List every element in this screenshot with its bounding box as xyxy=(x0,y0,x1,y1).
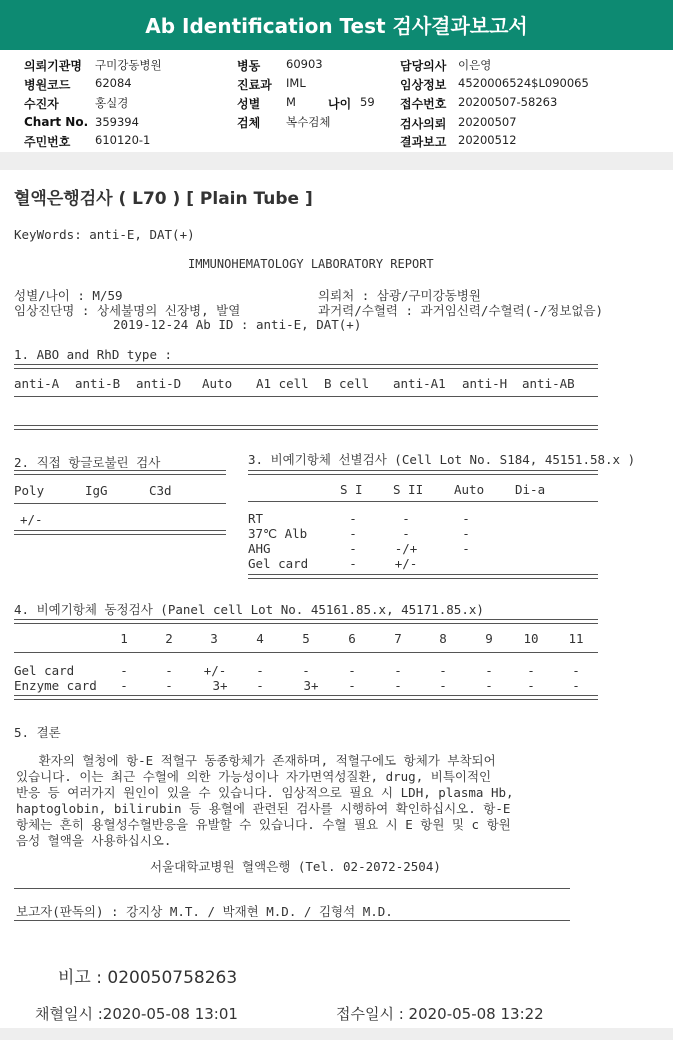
requester: 의뢰처 : 삼광/구미강동병원 xyxy=(318,288,481,303)
panel-cell: - xyxy=(165,663,173,678)
panel-cell: - xyxy=(394,678,402,693)
panel-column: 5 xyxy=(302,631,310,646)
panel-column: 4 xyxy=(256,631,264,646)
screen-column: S I xyxy=(340,482,363,497)
screen-cell: - xyxy=(402,511,410,526)
screen-title: 3. 비예기항체 선별검사 (Cell Lot No. S184, 45151.58.x ) xyxy=(248,452,636,467)
panel-cell: - xyxy=(485,663,493,678)
screen-row-label: AHG xyxy=(248,541,271,556)
panel-cell: - xyxy=(572,663,580,678)
received-datetime: 접수일시 : 2020-05-08 13:22 xyxy=(336,1005,544,1023)
screen-cell: +/- xyxy=(394,556,418,571)
dat-title: 2. 직접 항글로불린 검사 xyxy=(14,455,161,470)
report-heading: 혈액은행검사 ( L70 ) [ Plain Tube ] xyxy=(14,189,313,209)
dat-column: C3d xyxy=(149,483,172,498)
header-value: 610120-1 xyxy=(95,133,151,147)
rule xyxy=(14,652,598,653)
header-value: 복수검체 xyxy=(286,115,331,129)
header-value: 홍실경 xyxy=(95,96,129,110)
footer-note: 비고 : 020050758263 xyxy=(58,968,238,988)
header-label: 임상정보 xyxy=(400,78,447,92)
header-label: 검체 xyxy=(237,116,261,130)
header-value: 60903 xyxy=(286,57,323,71)
rule xyxy=(14,396,598,397)
dat-column: Poly xyxy=(14,483,45,498)
header-label: 병동 xyxy=(237,59,261,73)
screen-row-label: Gel card xyxy=(248,556,309,571)
header-label: 결과보고 xyxy=(400,135,447,149)
panel-cell: 3+ xyxy=(212,678,228,693)
panel-cell: - xyxy=(256,678,264,693)
conclusion-line: 환자의 혈청에 항-E 적혈구 동종항체가 존재하며, 적혈구에도 항체가 부착되어 xyxy=(16,753,496,768)
header-label: 접수번호 xyxy=(400,97,447,111)
panel-column: 6 xyxy=(348,631,356,646)
panel-column: 10 xyxy=(523,631,539,646)
header-value: IML xyxy=(286,76,306,90)
screen-column: S II xyxy=(393,482,424,497)
screen-cell: - xyxy=(349,511,357,526)
screen-cell: - xyxy=(462,541,470,556)
rule xyxy=(14,619,598,624)
dat-result: +/- xyxy=(20,512,43,527)
conclusion-line: 항체는 흔히 용혈성수혈반응을 유발할 수 있습니다. 수혈 필요 시 E 항원 및 c 항원 xyxy=(16,817,511,832)
rule xyxy=(14,470,226,475)
panel-cell: - xyxy=(527,678,535,693)
header-value: 20200507 xyxy=(458,115,517,129)
header-label: 주민번호 xyxy=(24,135,71,149)
abo-column: A1 cell xyxy=(256,376,309,391)
header-value: 4520006524$L090065 xyxy=(458,76,589,90)
header-label: 성별 xyxy=(237,97,261,111)
header-label: Chart No. xyxy=(24,115,89,129)
abo-column: anti-A1 xyxy=(393,376,446,391)
panel-column: 1 xyxy=(120,631,128,646)
page-bottom-band xyxy=(0,1028,673,1040)
abo-column: B cell xyxy=(324,376,370,391)
panel-cell: - xyxy=(572,678,580,693)
screen-cell: - xyxy=(349,541,357,556)
sex-age: 성별/나이 : M/59 xyxy=(14,288,123,303)
collected-datetime: 채혈일시 :2020-05-08 13:01 xyxy=(35,1005,238,1023)
panel-cell: - xyxy=(439,678,447,693)
panel-cell: - xyxy=(348,678,356,693)
header-label: 담당의사 xyxy=(400,59,447,73)
header-label: 나이 xyxy=(328,97,352,111)
panel-cell: - xyxy=(302,663,310,678)
header-value: 이은영 xyxy=(458,58,492,72)
screen-cell: -/+ xyxy=(394,541,418,556)
header-label: 병원코드 xyxy=(24,78,71,92)
conclusion-line: 음성 혈액을 사용하십시오. xyxy=(16,833,172,848)
conclusion-line: 있습니다. 이는 최근 수혈에 의한 가능성이나 자가면역성질환, drug, 비특이적인 xyxy=(16,769,492,784)
screen-column: Auto xyxy=(454,482,485,497)
conclusion-title: 5. 결론 xyxy=(14,725,61,740)
panel-cell: - xyxy=(439,663,447,678)
history: 과거력/수혈력 : 과거임신력/수혈력(-/정보없음) xyxy=(318,303,604,318)
panel-column: 9 xyxy=(485,631,493,646)
keywords: KeyWords: anti-E, DAT(+) xyxy=(14,227,195,242)
panel-column: 8 xyxy=(439,631,447,646)
institution: 서울대학교병원 혈액은행 (Tel. 02-2072-2504) xyxy=(150,859,441,874)
ab-id: 2019-12-24 Ab ID : anti-E, DAT(+) xyxy=(113,317,362,332)
screen-cell: - xyxy=(349,556,357,571)
diagnosis: 임상진단명 : 상세불명의 신장병, 발열 xyxy=(14,303,241,318)
header-value: 62084 xyxy=(95,76,132,90)
screen-cell: - xyxy=(349,526,357,541)
panel-cell: - xyxy=(394,663,402,678)
section-divider xyxy=(0,152,673,170)
header-label: 검사의뢰 xyxy=(400,117,447,131)
rule xyxy=(14,695,598,700)
header-value: 20200512 xyxy=(458,133,517,147)
reporters: 보고자(판독의) : 강지상 M.T. / 박재현 M.D. / 김형석 M.D. xyxy=(16,904,393,919)
panel-cell: - xyxy=(256,663,264,678)
dat-column: IgG xyxy=(85,483,108,498)
header-value: 59 xyxy=(360,95,375,109)
rule xyxy=(14,530,226,535)
rule xyxy=(248,501,598,502)
header-label: 의뢰기관명 xyxy=(24,59,82,73)
rule xyxy=(14,364,598,369)
rule xyxy=(14,503,226,504)
panel-column: 11 xyxy=(568,631,584,646)
abo-column: anti-AB xyxy=(522,376,575,391)
header-value: 20200507-58263 xyxy=(458,95,558,109)
panel-cell: - xyxy=(527,663,535,678)
conclusion-line: 반응 등 여러가지 원인이 있을 수 있습니다. 임상적으로 필요 시 LDH, plasma Hb, xyxy=(16,785,514,800)
rule xyxy=(14,888,570,889)
panel-title: 4. 비예기항체 동정검사 (Panel cell Lot No. 45161.85.x, 45171.85.x) xyxy=(14,602,484,617)
screen-cell: - xyxy=(462,511,470,526)
rule xyxy=(248,470,598,475)
abo-column: anti-D xyxy=(136,376,182,391)
report-title: Ab Identification Test 검사결과보고서 xyxy=(0,0,673,50)
abo-title: 1. ABO and RhD type : xyxy=(14,347,173,362)
panel-row-label: Gel card xyxy=(14,663,75,678)
screen-row-label: 37℃ Alb xyxy=(248,526,308,541)
panel-column: 2 xyxy=(165,631,173,646)
rule xyxy=(248,574,598,579)
panel-column: 7 xyxy=(394,631,402,646)
panel-cell: +/- xyxy=(203,663,227,678)
panel-cell: - xyxy=(485,678,493,693)
screen-row-label: RT xyxy=(248,511,264,526)
header-value: 구미강동병원 xyxy=(95,58,162,72)
screen-cell: - xyxy=(402,526,410,541)
abo-column: anti-H xyxy=(462,376,508,391)
conclusion-line: haptoglobin, bilirubin 등 용혈에 관련된 검사를 시행하여 확인하십시오. 항-E xyxy=(16,801,511,816)
screen-cell: - xyxy=(462,526,470,541)
screen-column: Di-a xyxy=(515,482,546,497)
abo-column: anti-B xyxy=(75,376,121,391)
panel-cell: - xyxy=(120,663,128,678)
panel-column: 3 xyxy=(210,631,218,646)
abo-column: anti-A xyxy=(14,376,60,391)
header-value: 359394 xyxy=(95,115,139,129)
rule xyxy=(14,920,570,921)
panel-cell: - xyxy=(165,678,173,693)
panel-cell: - xyxy=(348,663,356,678)
header-value: M xyxy=(286,95,296,109)
rule xyxy=(14,425,598,430)
lab-title: IMMUNOHEMATOLOGY LABORATORY REPORT xyxy=(188,257,434,271)
panel-cell: - xyxy=(120,678,128,693)
header-label: 수진자 xyxy=(24,97,59,111)
panel-cell: 3+ xyxy=(303,678,319,693)
header-label: 진료과 xyxy=(237,78,272,92)
abo-column: Auto xyxy=(202,376,233,391)
panel-row-label: Enzyme card xyxy=(14,678,97,693)
